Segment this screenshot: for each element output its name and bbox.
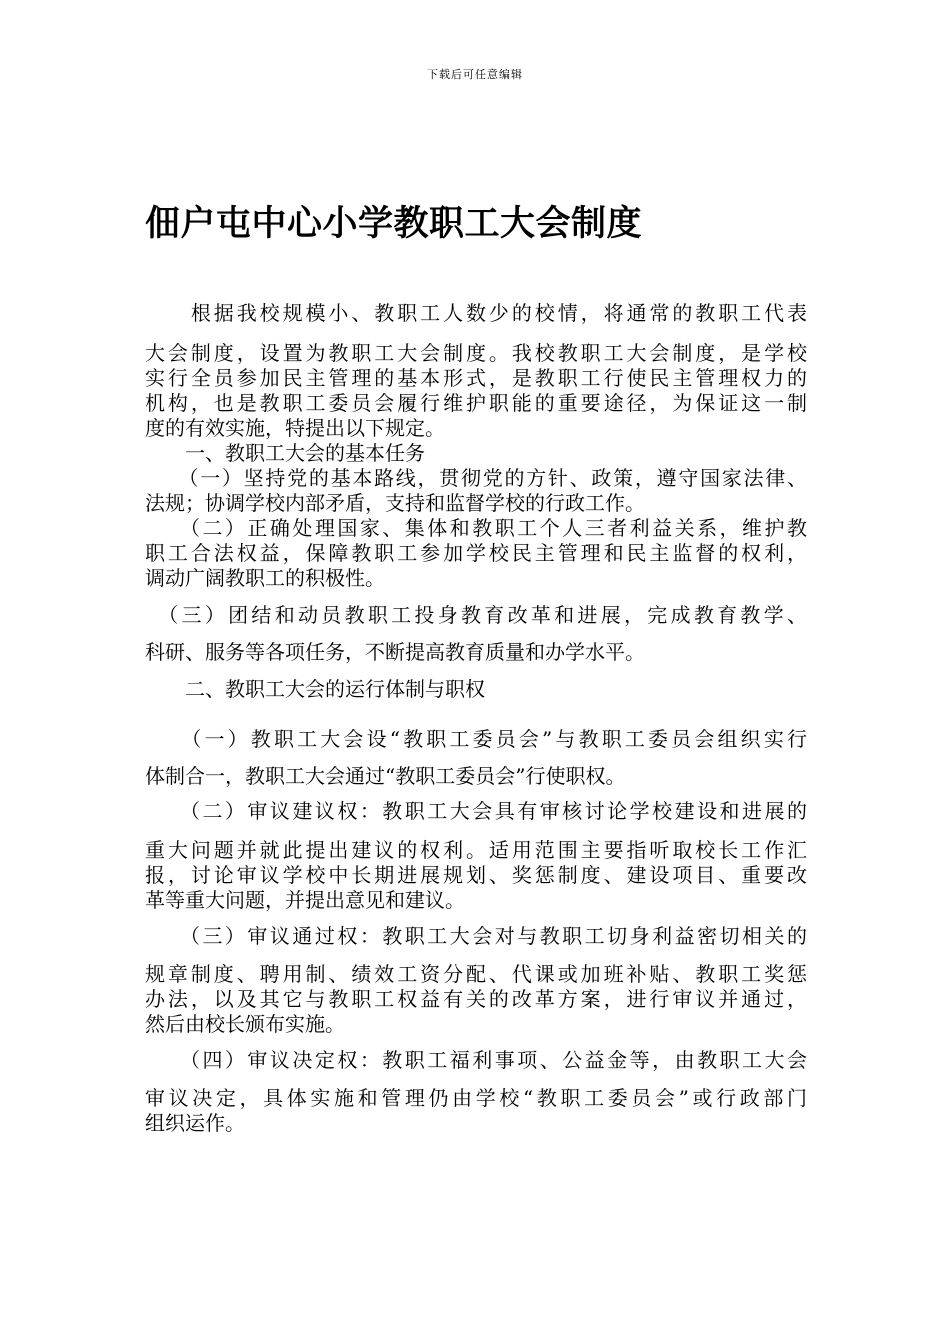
- section-heading-2: [145, 677, 807, 702]
- paragraph-item-1-3: [145, 603, 807, 628]
- paragraph-item-2-2: [145, 799, 807, 824]
- text-line: （一）坚持党的基本路线，贯彻党的方针、政策，遵守国家法律、: [145, 466, 807, 490]
- text-line: 一、教职工大会的基本任务: [145, 441, 425, 465]
- text-line: 二、教职工大会的运行体制与职权: [145, 677, 485, 701]
- text-line: 规章制度、聘用制、绩效工资分配、代课或加班补贴、教职工奖惩: [145, 962, 807, 986]
- text-line: 然后由校长颁布实施。: [145, 1012, 345, 1036]
- paragraph-item-2-3: [145, 924, 807, 949]
- paragraph-intro-1: [145, 301, 807, 326]
- paragraph-item-2-4-cont: [145, 1086, 807, 1136]
- text-line: 法规；协调学校内部矛盾，支持和监督学校的行政工作。: [145, 491, 645, 515]
- paragraph-intro-2: [145, 341, 807, 441]
- paragraph-item-1-2: [145, 516, 807, 591]
- section-heading-1: [145, 441, 807, 466]
- paragraph-item-2-1-cont: [145, 764, 807, 789]
- text-line: （二）正确处理国家、集体和教职工个人三者利益关系，维护教: [145, 516, 807, 540]
- text-line: （三）团结和动员教职工投身教育改革和进展，完成教育教学、: [145, 603, 807, 627]
- text-line: 调动广阔教职工的积极性。: [145, 566, 385, 590]
- text-line: 审议决定，具体实施和管理仍由学校“教职工委员会”或行政部门: [145, 1086, 807, 1110]
- text-line: 科研、服务等各项任务，不断提高教育质量和办学水平。: [145, 640, 645, 664]
- text-line: （三）审议通过权：教职工大会对与教职工切身利益密切相关的: [145, 924, 807, 948]
- paragraph-item-2-4: [145, 1048, 807, 1073]
- paragraph-item-2-3-cont: [145, 962, 807, 1037]
- paragraph-item-2-2-cont: [145, 838, 807, 913]
- text-line: 报，讨论审议学校中长期进展规划、奖惩制度、建设项目、重要改: [145, 863, 807, 887]
- text-line: 体制合一，教职工大会通过“教职工委员会”行使职权。: [145, 764, 626, 788]
- document-title: 佃户屯中心小学教职工大会制度: [145, 204, 643, 244]
- text-line: 实行全员参加民主管理的基本形式，是教职工行使民主管理权力的: [145, 366, 807, 390]
- text-line: 革等重大问题，并提出意见和建议。: [145, 888, 465, 912]
- text-line: （一）教职工大会设“教职工委员会”与教职工委员会组织实行: [145, 727, 807, 751]
- header-note: 下载后可任意编辑: [427, 68, 523, 81]
- text-line: （四）审议决定权：教职工福利事项、公益金等，由教职工大会: [145, 1048, 807, 1072]
- text-line: 办法，以及其它与教职工权益有关的改革方案，进行审议并通过，: [145, 987, 807, 1011]
- text-line: 组织运作。: [145, 1111, 245, 1135]
- text-line: （二）审议建议权：教职工大会具有审核讨论学校建设和进展的: [145, 799, 807, 823]
- text-line: 根据我校规模小、教职工人数少的校情，将通常的教职工代表: [145, 301, 807, 325]
- text-line: 重大问题并就此提出建议的权利。适用范围主要指听取校长工作汇: [145, 838, 807, 862]
- text-line: 度的有效实施，特提出以下规定。: [145, 416, 445, 440]
- paragraph-item-2-1: [145, 727, 807, 752]
- paragraph-item-1-1: [145, 466, 807, 516]
- paragraph-item-1-3-cont: [145, 640, 807, 665]
- text-line: 机构，也是教职工委员会履行维护职能的重要途径，为保证这一制: [145, 391, 807, 415]
- text-line: 大会制度，设置为教职工大会制度。我校教职工大会制度，是学校: [145, 341, 807, 365]
- text-line: 职工合法权益，保障教职工参加学校民主管理和民主监督的权利，: [145, 541, 807, 565]
